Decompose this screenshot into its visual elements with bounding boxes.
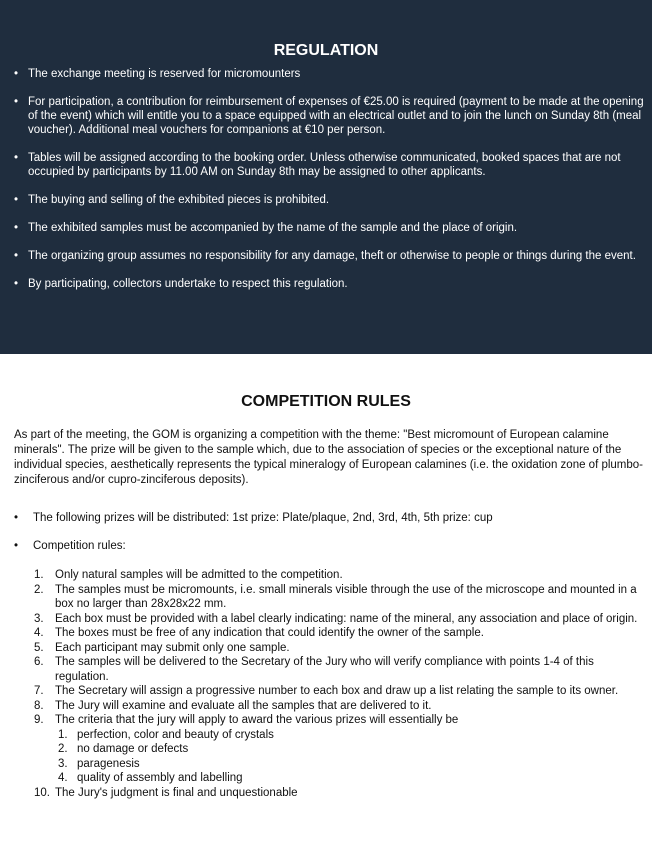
- criteria-list: [55, 728, 650, 786]
- regulation-item-text: The exhibited samples must be accompanied by the name of the sample and the place of origin.: [28, 222, 518, 234]
- rule-number: 2.: [34, 583, 44, 596]
- rule-item: [34, 641, 650, 656]
- regulation-section: [0, 0, 652, 354]
- rules-heading-item: [14, 539, 650, 553]
- rule-number: 9.: [34, 714, 44, 726]
- regulation-item-text: Tables will be assigned according to the booking order. Unless otherwise communicated, booked spaces that are not occupied by participants by 11.00 AM on Sunday 8th may be assigned to other applicants.: [28, 152, 621, 178]
- criteria-number: 3.: [58, 757, 68, 770]
- rule-number: 6.: [34, 656, 44, 668]
- regulation-item: [14, 249, 648, 263]
- rule-number: 1.: [34, 569, 44, 581]
- regulation-item: [14, 221, 648, 235]
- rule-text: The boxes must be free of any indication that could identify the owner of the sample.: [55, 627, 484, 639]
- rule-item: [34, 626, 650, 641]
- regulation-item: [14, 193, 648, 207]
- competition-intro: As part of the meeting, the GOM is organizing a competition with the theme: "Best micromount of European calamine minerals". The prize will be given to the sample which, due to the association of species or the exceptional nature of the individual species, aesthetically represents the typical mineralogy of European calamines (i.e. the oxidation zone of plumbo-zinciferous and/or cupro-zinciferous deposits).: [14, 429, 644, 486]
- criteria-item: [55, 728, 650, 743]
- rule-number: 10.: [34, 786, 50, 799]
- rule-item: [34, 699, 650, 714]
- bullet: •: [14, 278, 19, 290]
- rule-number: 5.: [34, 641, 44, 654]
- criteria-text: quality of assembly and labelling: [77, 772, 243, 784]
- bullet: •: [14, 68, 19, 80]
- regulation-item-text: For participation, a contribution for reimbursement of expenses of €25.00 is required (payment to be made at the opening of the event) which will entitle you to a space equipped with an electrical outlet and to join the lunch on Sunday 8th (meal voucher). Additional meal vouchers for companions at €10 per person.: [28, 96, 644, 136]
- rule-text: Each participant may submit only one sample.: [55, 641, 290, 654]
- regulation-item: [14, 95, 648, 137]
- regulation-item: [14, 277, 648, 291]
- regulation-item-text: The exchange meeting is reserved for micromounters: [28, 68, 301, 80]
- criteria-item: [55, 771, 650, 786]
- criteria-number: 1.: [58, 728, 68, 741]
- regulation-item-text: The buying and selling of the exhibited pieces is prohibited.: [28, 194, 330, 206]
- bullet: •: [14, 96, 19, 108]
- competition-title: COMPETITION RULES: [241, 393, 411, 411]
- rule-text: The Jury will examine and evaluate all the samples that are delivered to it.: [55, 699, 432, 712]
- rule-text: The Secretary will assign a progressive number to each box and draw up a list relating the sample to its owner.: [55, 685, 619, 697]
- regulation-item-text: The organizing group assumes no responsibility for any damage, theft or otherwise to people or things during the event.: [28, 250, 636, 262]
- criteria-text: perfection, color and beauty of crystals: [77, 728, 274, 741]
- rule-text: Each box must be provided with a label clearly indicating: name of the mineral, any association and place of origin.: [55, 612, 638, 625]
- rule-item: [34, 568, 650, 583]
- competition-rules-list: [34, 568, 650, 800]
- bullet: •: [14, 540, 19, 552]
- regulation-item: [14, 151, 648, 179]
- rule-item: [34, 583, 650, 612]
- bullet: •: [14, 512, 19, 524]
- criteria-item: [55, 742, 650, 757]
- criteria-item: [55, 757, 650, 772]
- bullet: •: [14, 152, 19, 164]
- rule-item: [34, 684, 650, 699]
- rule-item: [34, 655, 650, 684]
- bullet: •: [14, 222, 19, 234]
- rule-number: 4.: [34, 627, 44, 639]
- rule-text: Only natural samples will be admitted to the competition.: [55, 569, 343, 581]
- rule-item: [34, 713, 650, 786]
- regulation-list: [14, 67, 648, 305]
- prizes-item: [14, 511, 650, 525]
- regulation-title: REGULATION: [273, 41, 379, 59]
- criteria-number: 2.: [58, 743, 68, 755]
- rule-number: 8.: [34, 699, 44, 712]
- rule-text: The Jury's judgment is final and unquestionable: [55, 786, 298, 799]
- criteria-text: no damage or defects: [77, 743, 189, 755]
- criteria-text: paragenesis: [77, 757, 140, 770]
- rule-item: [34, 786, 650, 801]
- regulation-item-text: By participating, collectors undertake to respect this regulation.: [28, 278, 348, 290]
- rule-item: [34, 612, 650, 627]
- competition-bullets: [14, 511, 650, 567]
- rules-heading: Competition rules:: [33, 540, 126, 552]
- criteria-number: 4.: [58, 772, 68, 784]
- rule-text: The criteria that the jury will apply to award the various prizes will essentially be: [55, 714, 459, 726]
- bullet: •: [14, 250, 19, 262]
- rule-number: 7.: [34, 685, 44, 697]
- prizes-text: The following prizes will be distributed: 1st prize: Plate/plaque, 2nd, 3rd, 4th, 5th prize: cup: [33, 512, 493, 524]
- rule-text: The samples will be delivered to the Secretary of the Jury who will verify compliance with points 1-4 of this regulation.: [55, 656, 594, 683]
- bullet: •: [14, 194, 19, 206]
- rule-number: 3.: [34, 612, 44, 625]
- rule-text: The samples must be micromounts, i.e. small minerals visible through the use of the microscope and mounted in a box no larger than 28x28x22 mm.: [55, 583, 637, 610]
- regulation-item: [14, 67, 648, 81]
